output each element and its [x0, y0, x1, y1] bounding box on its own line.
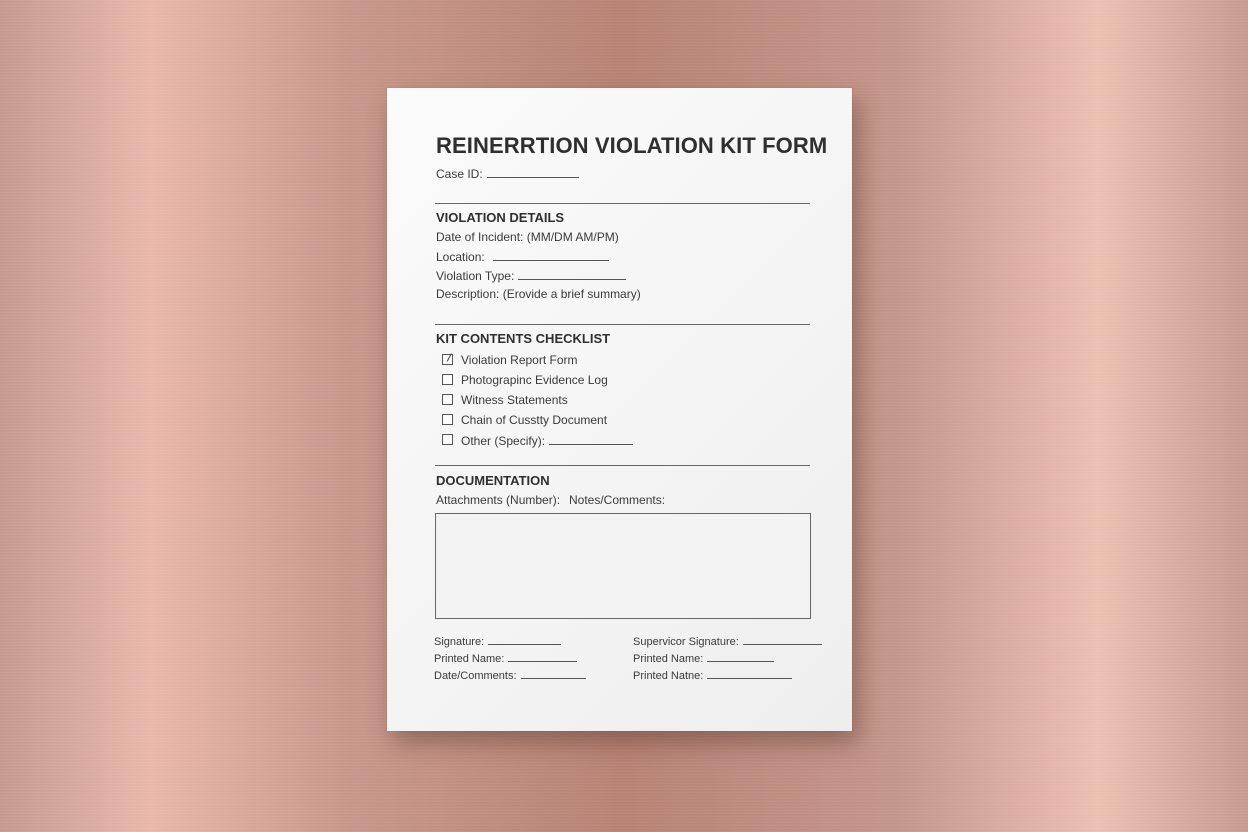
checkbox-chain-of-custody[interactable] [442, 414, 453, 425]
signature-blank[interactable] [488, 633, 561, 645]
divider [435, 203, 810, 204]
date-comments-label: Date/Comments: [434, 670, 517, 682]
supervisor-printed-name-label: Printed Name: [633, 653, 704, 665]
notes-label: Notes/Comments: [569, 493, 666, 507]
other-specify-blank[interactable] [549, 433, 633, 445]
signature-label: Signature: [434, 636, 485, 648]
checklist-item-label: Witness Statements [461, 393, 568, 407]
supervisor-signature-blank[interactable] [743, 633, 822, 645]
checklist-item-label: Other (Specify): [461, 434, 546, 448]
supervisor-printed-name-2-label: Printed Natne: [633, 670, 704, 682]
checklist-item-label: Violation Report Form [461, 353, 578, 367]
checklist-item-label: Photograpinc Evidence Log [461, 373, 608, 387]
checkbox-photo-evidence[interactable] [442, 374, 453, 385]
supervisor-printed-name-row [633, 650, 774, 665]
checklist-item-label: Chain of Cusstty Document [461, 413, 608, 427]
checkbox-other[interactable] [442, 434, 453, 445]
form-title: REINERRTION VIOLATION KIT FORM [436, 133, 828, 158]
printed-name-label: Printed Name: [434, 653, 505, 665]
violation-type-blank[interactable] [518, 268, 626, 280]
date-comments-blank[interactable] [521, 667, 586, 679]
checkbox-violation-report[interactable] [442, 354, 453, 365]
checklist-heading: KIT CONTENTS CHECKLIST [436, 331, 611, 346]
case-id-blank[interactable] [487, 166, 579, 178]
printed-name-row [434, 650, 577, 665]
location-label: Location: [436, 250, 485, 264]
supervisor-signature-label: Supervicor Signature: [633, 636, 739, 648]
divider [435, 324, 810, 325]
case-id-label: Case ID: [436, 167, 483, 181]
documentation-heading: DOCUMENTATION [436, 473, 550, 488]
supervisor-printed-name-2-row [633, 667, 792, 682]
printed-name-blank[interactable] [508, 650, 577, 662]
signature-row [434, 633, 561, 648]
violation-type-label: Violation Type: [436, 269, 515, 283]
supervisor-printed-name-2-blank[interactable] [707, 667, 792, 679]
checkbox-witness-statements[interactable] [442, 394, 453, 405]
description-label: Description: (Erovide a brief summary) [436, 287, 641, 301]
form-sheet [387, 88, 852, 731]
case-id-row [436, 166, 579, 181]
date-comments-row [434, 667, 586, 682]
notes-textarea[interactable] [435, 513, 811, 619]
attachments-label: Attachments (Number): [436, 493, 561, 507]
supervisor-printed-name-blank[interactable] [707, 650, 774, 662]
divider [435, 465, 810, 466]
violation-type-row [436, 268, 626, 283]
location-row [436, 249, 609, 264]
incident-date-label: Date of Incident: (MM/DM AM/PM) [436, 230, 619, 244]
supervisor-signature-row [633, 633, 822, 648]
other-row [461, 433, 633, 448]
location-blank[interactable] [493, 249, 609, 261]
violation-details-heading: VIOLATION DETAILS [436, 210, 565, 225]
